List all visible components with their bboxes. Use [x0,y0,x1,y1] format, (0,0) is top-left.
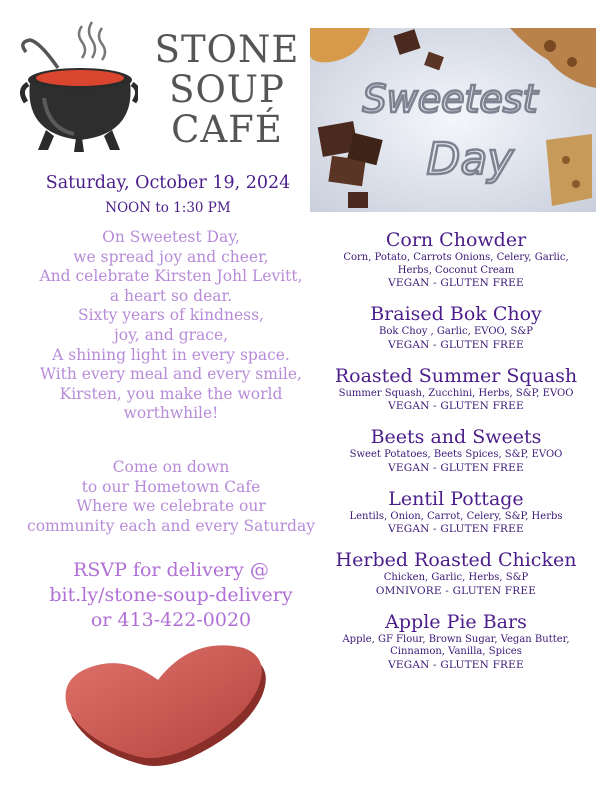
menu-item-ingredients: Bok Choy , Garlic, EVOO, S&P [379,326,533,337]
brand-name-line3: CAFÉ [171,108,283,151]
menu-item-diet: VEGAN - GLUTEN FREE [388,277,524,289]
menu-item-ingredients: Corn, Potato, Carrots Onions, Celery, Garlic, [343,252,569,263]
menu-item-ingredients: Summer Squash, Zucchini, Herbs, S&P, EVOO [338,387,574,399]
menu-item-name: Beets and Sweets [370,426,542,448]
poem-line: we spread joy and cheer, [73,247,269,266]
menu-item [322,228,590,290]
photo-text-sweetest: Sweetest [362,77,538,121]
menu-item-name: Corn Chowder [385,229,527,251]
menu-item-ingredients: Chicken, Garlic, Herbs, S&P [383,572,529,583]
invitation-text [10,458,332,536]
poem-line: Sixty years of kindness, [78,306,264,325]
menu-item-name: Braised Bok Choy [370,303,542,325]
menu-item-name: Roasted Summer Squash [334,364,578,387]
menu-item-diet: VEGAN - GLUTEN FREE [388,523,524,535]
menu-item [322,610,590,672]
menu-item [322,302,590,352]
photo-text-day: Day [426,134,514,185]
heart-image [58,640,278,770]
poem [10,228,332,424]
menu-item-diet: VEGAN - GLUTEN FREE [388,400,524,412]
invitation-line: Where we celebrate our [76,497,266,516]
brand-name-line2: SOUP [169,68,285,111]
menu-item [322,487,590,537]
rsvp-label: RSVP for delivery @ [73,559,269,581]
menu-item-diet: VEGAN - GLUTEN FREE [388,338,524,351]
poem-line: joy, and grace, [113,325,229,344]
menu-item-name: Lentil Pottage [388,487,524,510]
event-time: NOON to 1:30 PM [105,200,231,216]
invitation-line: community each and every Saturday [27,516,315,535]
invitation-line: Come on down [112,458,230,476]
menu-item-name: Herbed Roasted Chicken [335,549,577,571]
rsvp-phone[interactable]: or 413-422-0020 [90,609,252,631]
poem-line: And celebrate Kirsten Johl Levitt, [39,267,303,286]
event-date: Saturday, October 19, 2024 [45,173,291,193]
soup-pot-icon [20,18,138,156]
poem-line: a heart so dear. [109,286,233,305]
menu [322,228,590,684]
menu-item [322,425,590,475]
menu-item-ingredients: Herbs, Coconut Cream [397,264,515,276]
invitation-line: to our Hometown Cafe [81,477,261,496]
menu-item-diet: OMNIVORE - GLUTEN FREE [375,584,537,597]
menu-item-diet: VEGAN - GLUTEN FREE [388,658,524,671]
menu-item-ingredients: Apple, GF Flour, Brown Sugar, Vegan Butter, [342,633,570,645]
poem-line: With every meal and every smile, [40,365,302,384]
rsvp-info [10,558,332,633]
poem-line: Kirsten, you make the world [59,384,283,403]
menu-item-diet: VEGAN - GLUTEN FREE [388,461,524,474]
sweetest-day-photo [310,28,596,212]
brand-name-line1: STONE [154,28,300,71]
poem-line: On Sweetest Day, [102,228,240,246]
menu-item-ingredients: Cinnamon, Vanilla, Spices [390,646,522,657]
rsvp-link[interactable]: bit.ly/stone-soup-delivery [49,584,293,606]
menu-item-ingredients: Lentils, Onion, Carrot, Celery, S&P, Herbs [349,510,563,522]
menu-item [322,548,590,598]
poem-line: worthwhile! [123,404,219,423]
menu-item [322,364,590,414]
menu-item-ingredients: Sweet Potatoes, Beets Spices, S&P, EVOO [349,449,563,460]
menu-item-name: Apple Pie Bars [385,610,527,633]
poem-line: A shining light in every space. [52,345,290,364]
